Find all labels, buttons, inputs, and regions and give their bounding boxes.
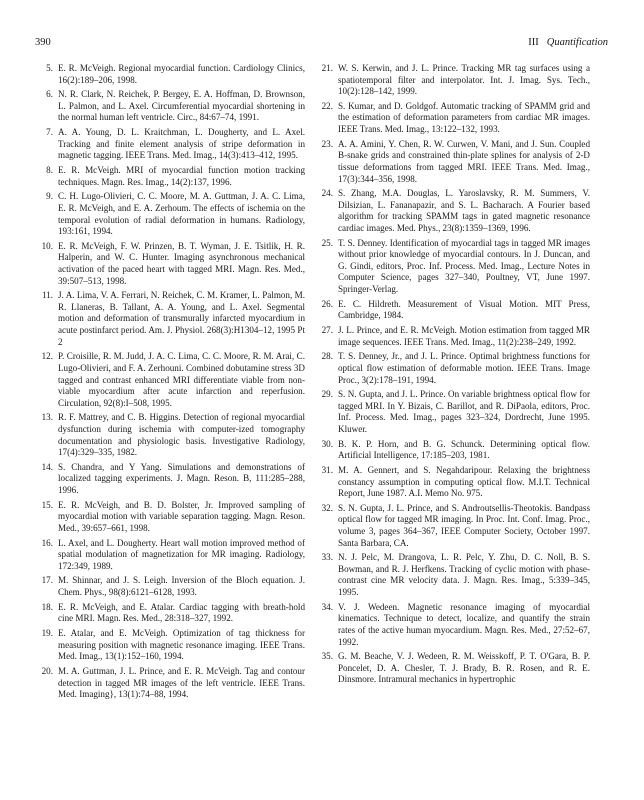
reference-item (33, 351, 305, 409)
reference-text: C. H. Lugo-Olivieri, C. C. Moore, M. A. Guttman, J. A. C. Lima, E. R. McVeigh, and E. A. Zerhoum. The effects of ischemia on the temporal evolution of radial deformation in humans. Radiology, 193:161, 1994. (58, 191, 305, 237)
reference-item (313, 238, 590, 296)
reference-number: 29. (321, 389, 333, 400)
reference-number: 11. (41, 290, 53, 301)
reference-text: A. A. Young, D. L. Kraitchman, L. Dougherty, and L. Axel. Tracking and finite element analysis of stripe deformation in magnetic tagging. IEEE Trans. Med. Imag., 14(3):413–412, 1995. (58, 127, 305, 161)
reference-number: 21. (321, 63, 333, 73)
reference-item (33, 602, 305, 625)
reference-text: N. R. Clark, N. Reichek, P. Bergey, E. A. Hoffman, D. Brownson, L. Palmon, and L. Axel. Circumferential myocardial shortening in the normal human left ventricle. Circ., 84:67–74, 1991. (58, 89, 305, 123)
reference-text: T. S. Denney. Identification of myocardial tags in tagged MR images without prior knowledge of myocardial contours. In J. Duncan, and G. Gindi, editors, Proc. Inf. Process. Med. Imag., Lecture Notes in Computer Science, pages 327–340, Poultney, VT, June 1997. Springer-Verlag. (338, 237, 590, 295)
reference-number: 20. (41, 665, 53, 676)
reference-number: 25. (321, 237, 333, 248)
reference-item (313, 325, 590, 348)
reference-text: M. A. Gennert, and S. Negahdaripour. Relaxing the brightness constancy assumption in computing optical flow. M.I.T. Technical Report, June 1987. A.I. Memo No. 975. (338, 464, 590, 499)
reference-item (313, 552, 590, 598)
page-number: 390 (35, 37, 51, 48)
reference-item (33, 628, 305, 663)
reference-item (33, 165, 305, 188)
reference-item (313, 299, 590, 322)
reference-text: E. R. McVeigh, F. W. Prinzen, B. T. Wyman, J. E. Tsitlik, H. R. Halperin, and W. C. Hunter. Imaging asynchronous mechanical activation of the paced heart with tagged MRI. Magn. Res. Med., 39:507–513, 1998. (58, 240, 305, 286)
reference-text: S. Chandra, and Y Yang. Simulations and demonstrations of localized tagging experiments. J. Magn. Reson. B, 111:285–288, 1996. (58, 461, 305, 496)
reference-item (33, 63, 305, 86)
references-left-column (33, 63, 305, 704)
reference-number: 28. (321, 351, 333, 362)
reference-text: G. M. Beache, V. J. Wedeen, R. M. Weisskoff, P. T. O'Gara, B. P. Poncelet, D. A. Chesler, T. J. Brady, B. R. Rosen, and R. E. Dinsmore. Intramural mechanics in hypertrophic (338, 651, 590, 685)
reference-item (33, 462, 305, 497)
reference-text: S. N. Gupta, and J. L. Prince. On variable brightness optical flow for tagged MRI. In Y. Bizais, C. Barillot, and R. DiPaola, editors, Proc. Inf. Process. Med. Imag., pages 323–324, Dordrecht, June 1995. Kluwer. (338, 389, 590, 434)
reference-text: J. L. Prince, and E. R. McVeigh. Motion estimation from tagged MR image sequences. IEEE Trans. Med. Imag., 11(2):238–249, 1992. (338, 325, 590, 347)
reference-number: 14. (41, 461, 53, 472)
reference-item (313, 188, 590, 234)
reference-number: 15. (41, 499, 53, 510)
reference-number: 23. (321, 138, 333, 149)
reference-text: B. K. P. Horn, and B. G. Schunck. Determining optical flow. Artificial Intelligence, 17:185–203, 1981. (338, 438, 590, 461)
reference-text: N. J. Pelc, M. Drangova, L. R. Pelc, Y. Zhu, D. C. Noll, B. S. Bowman, and R. J. Herfkens. Tracking of cyclic motion with phase-contrast cine MR velocity data. J. Magn. Res. Imag., 5:339–345, 1995. (338, 552, 590, 598)
reference-number: 32. (321, 502, 333, 513)
reference-number: 12. (41, 351, 53, 362)
reference-number: 34. (321, 601, 333, 612)
reference-text: E. R. McVeigh, and E. Atalar. Cardiac tagging with breath-hold cine MRI. Magn. Res. Med., 28:318–327, 1992. (58, 601, 305, 624)
reference-number: 33. (321, 552, 333, 563)
reference-item (33, 191, 305, 237)
reference-text: W. S. Kerwin, and J. L. Prince. Tracking MR tag surfaces using a spatiotemporal filter and interpolator. Int. J. Imag. Sys. Tech., 10(2):128–142, 1999. (338, 63, 590, 97)
running-header (35, 37, 608, 51)
reference-text: A. A. Amini, Y. Chen, R. W. Curwen, V. Mani, and J. Sun. Coupled B-snake grids and constrained thin-plate splines for analysis of 2-D tissue deformations from tagged MRI. IEEE Trans. Med. Imag., 17(3):344–356, 1998. (338, 138, 590, 184)
reference-text: M. A. Guttman, J. L. Prince, and E. R. McVeigh. Tag and contour detection in tagged MR images of the left ventricle. IEEE Trans. Med. Imaging}, 13(1):74–88, 1994. (58, 665, 305, 700)
reference-number: 27. (321, 325, 333, 336)
reference-number: 16. (41, 537, 53, 548)
reference-text: V. J. Wedeen. Magnetic resonance imaging of myocardial kinematics. Technique to detect, localize, and quantify the strain rates of the active human myocardium. Magn. Res. Med., 27:52–67, 1992. (338, 601, 590, 647)
reference-text: J. A. Lima, V. A. Ferrari, N. Reichek, C. M. Kramer, L. Palmon, M. R. Llaneras, B. Tallant, A. A. Young, and L. Axel. Segmental motion and deformation of transmurally infarcted myocardium in acute postinfarct period. Am. J. Physiol. 268(3):H1304–12, 1995 Pt 2 (58, 290, 305, 347)
reference-item (313, 503, 590, 549)
reference-number: 24. (321, 188, 333, 199)
reference-text: R. F. Mattrey, and C. B. Higgins. Detection of regional myocardial dysfunction during ischemia with computer-ized tomography documentation and physiologic basis. Investigative Radiology, 17(4):329–335, 1982. (58, 412, 305, 458)
reference-text: S. Zhang, M.A. Douglas, L. Yaroslavsky, R. M. Summers, V. Dilsizian, L. Fananapazir, and S. L. Bacharach. A Fourier based algorithm for tracking SPAMM tags in gated magnetic resonance cardiac images. Med. Phys., 23(8):1359–1369, 1996. (338, 188, 590, 233)
reference-text: T. S. Denney, Jr., and J. L. Prince. Optimal brightness functions for optical flow estimation of deformable motion. IEEE Trans. Image Proc., 3(2):178–191, 1994. (338, 351, 590, 385)
reference-number: 35. (321, 651, 333, 662)
reference-number: 30. (321, 438, 333, 449)
section-number: III (528, 37, 539, 48)
reference-item (33, 290, 305, 348)
reference-item (313, 602, 590, 648)
reference-item (313, 63, 590, 98)
running-head (528, 37, 608, 48)
reference-text: S. Kumar, and D. Goldgof. Automatic tracking of SPAMM grid and the estimation of deformation parameters from cardiac MR images. IEEE Trans. Med. Imag., 13:122–132, 1993. (338, 100, 590, 135)
reference-number: 22. (321, 100, 333, 111)
reference-number: 13. (41, 412, 53, 423)
reference-item (33, 89, 305, 124)
reference-number: 19. (41, 628, 53, 639)
reference-number: 9. (46, 191, 53, 202)
reference-item (313, 139, 590, 185)
reference-number: 26. (321, 298, 333, 309)
reference-number: 31. (321, 464, 333, 475)
reference-item (33, 500, 305, 535)
reference-item (33, 538, 305, 573)
reference-text: E. R. McVeigh. MRI of myocardial function motion tracking techniques. Magn. Res. Imag., 14(2):137, 1996. (58, 165, 305, 187)
reference-item (313, 351, 590, 386)
reference-text: S. N. Gupta, J. L. Prince, and S. Androutsellis-Theotokis. Bandpass optical flow for tagged MR imaging. In Proc. Int. Conf. Imag. Proc., volume 3, pages 364–367, IEEE Computer Society, October 1997. Santa Barbara, CA. (338, 502, 590, 548)
reference-item (33, 575, 305, 598)
reference-text: E. C. Hildreth. Measurement of Visual Motion. MIT Press, Cambridge, 1984. (338, 298, 590, 321)
reference-text: E. R. McVeigh, and B. D. Bolster, Jr. Improved sampling of myocardial motion with variable separation tagging. Magn. Reson. Med., 39:657–661, 1998. (58, 499, 305, 533)
reference-text: E. Atalar, and E. McVeigh. Optimization of tag thickness for measuring position with magnetic resonance imaging. IEEE Trans. Med. Imag., 13(1):152–160, 1994. (58, 628, 305, 662)
reference-item (313, 651, 590, 686)
reference-number: 7. (46, 127, 53, 138)
reference-item (313, 389, 590, 435)
reference-item (313, 465, 590, 500)
reference-text: E. R. McVeigh. Regional myocardial function. Cardiology Clinics, 16(2):189–206, 1998. (58, 63, 305, 85)
reference-item (33, 241, 305, 287)
reference-item (313, 101, 590, 136)
section-title: Quantification (546, 37, 608, 48)
reference-item (33, 666, 305, 701)
reference-number: 10. (41, 240, 53, 251)
reference-item (33, 127, 305, 162)
reference-text: M. Shinnar, and J. S. Leigh. Inversion of the Bloch equation. J. Chem. Phys., 98(8):6121–6128, 1993. (58, 575, 305, 598)
reference-number: 18. (41, 601, 53, 612)
references-right-column (313, 63, 590, 689)
reference-text: L. Axel, and L. Dougherty. Heart wall motion improved method of spatial modulation of magnetization for MR imaging. Radiology, 172:349, 1989. (58, 537, 305, 571)
reference-text: P. Croisille, R. M. Judd, J. A. C. Lima, C. C. Moore, R. M. Arai, C. Lugo-Olivieri, and F. A. Zerhouni. Combined dobutamine stress 3D tagged and contrast enhanced MRI differentiate viable from non-viable myocardium after acute infarction and reperfusion. Circulation, 92(8):I–508, 1995. (58, 351, 305, 408)
reference-item (33, 412, 305, 458)
reference-number: 8. (46, 165, 53, 176)
reference-number: 6. (46, 89, 53, 100)
reference-number: 17. (41, 575, 53, 586)
reference-item (313, 439, 590, 462)
reference-number: 5. (46, 63, 53, 73)
